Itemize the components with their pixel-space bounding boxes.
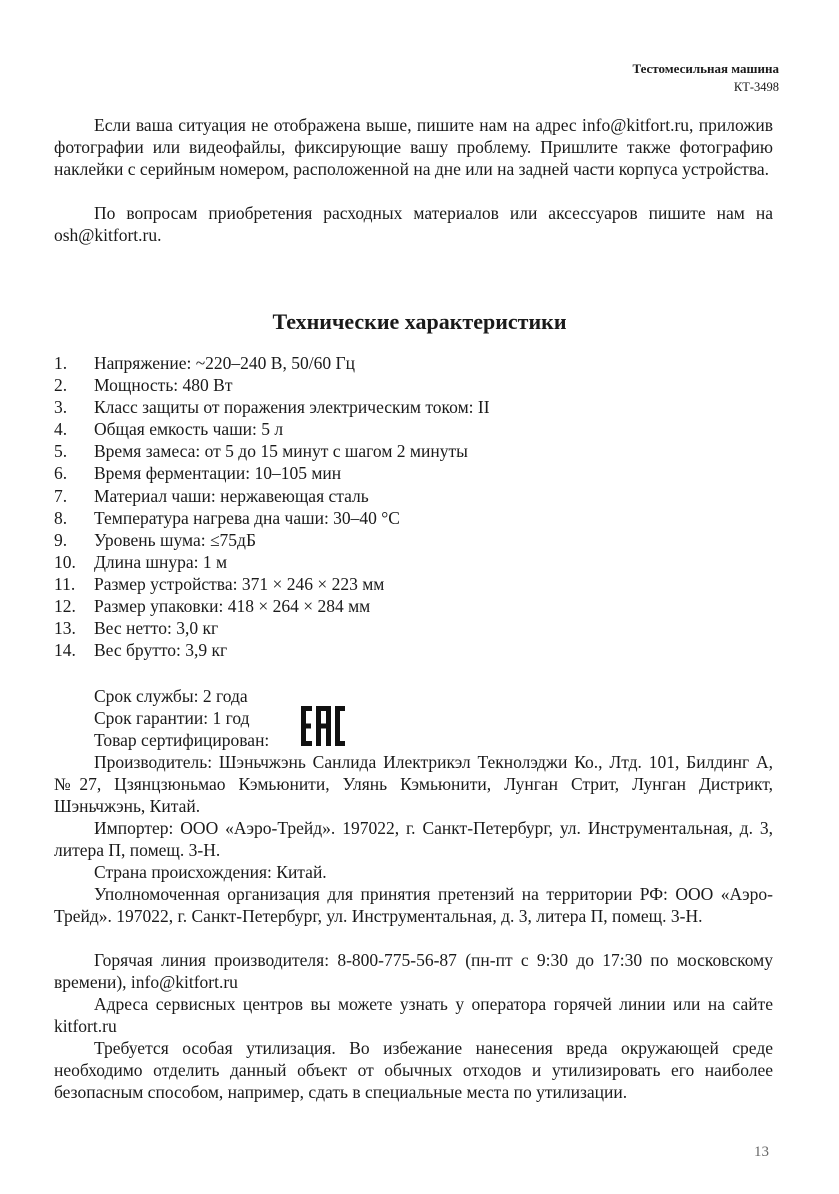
eac-mark-icon bbox=[300, 705, 346, 747]
spec-item bbox=[54, 507, 773, 529]
header-title: Тестомесильная машина bbox=[632, 61, 779, 76]
intro-paragraph-contact bbox=[54, 114, 773, 180]
claims-text: Уполномоченная организация для принятия претензий на территории РФ: ООО «Аэро-Трейд». 197022, г. Санкт-Петербург, ул. Инструментальная, д. 3, литера П, помещ. 3-Н. bbox=[54, 884, 773, 926]
spec-text: Уровень шума: ≤75дБ bbox=[94, 529, 257, 550]
manufacturer-text: Производитель: Шэньчжэнь Санлида Илектрикэл Текнолэджи Ко., Лтд. 101, Билдинг А, №27, Цзянцзюньмао Кэмьюнити, Улянь Кэмьюнити, Лунган Стрит, Лунган Дистрикт, Шэньчжэнь, Китай. bbox=[54, 752, 773, 816]
intro-text-1: Если ваша ситуация не отображена выше, пишите нам на адрес info@kitfort.ru, приложив фотографии или видеофайлы, фиксирующие вашу проблему. Пришлите также фотографию наклейки с серийным номером, расположенной на дне или на задней части корпуса устройства. bbox=[54, 115, 773, 179]
spec-item bbox=[54, 485, 773, 507]
spec-item bbox=[54, 396, 773, 418]
spec-number: 6. bbox=[54, 463, 68, 484]
origin-paragraph bbox=[54, 861, 773, 883]
intro-text-2: По вопросам приобретения расходных материалов или аксессуаров пишите нам на osh@kitfort.ru. bbox=[54, 203, 773, 245]
spec-number: 14. bbox=[54, 640, 76, 661]
spec-number: 10. bbox=[54, 551, 76, 572]
spec-number: 12. bbox=[54, 596, 76, 617]
importer-paragraph bbox=[54, 817, 773, 861]
spec-text: Вес нетто: 3,0 кг bbox=[94, 618, 219, 639]
service-centers-text: Адреса сервисных центров вы можете узнать у оператора горячей линии или на сайте kitfort.ru bbox=[54, 994, 773, 1036]
warranty: Срок гарантии: 1 год bbox=[94, 708, 250, 728]
spec-text: Время ферментации: 10–105 мин bbox=[94, 463, 342, 484]
hotline-text: Горячая линия производителя: 8-800-775-56-87 (пн-пт с 9:30 до 17:30 по московскому времени), info@kitfort.ru bbox=[54, 950, 773, 992]
spec-number: 2. bbox=[54, 375, 68, 396]
spec-item bbox=[54, 551, 773, 573]
service-centers-paragraph bbox=[54, 993, 773, 1037]
origin-text: Страна происхождения: Китай. bbox=[94, 862, 327, 882]
spec-item bbox=[54, 462, 773, 484]
disposal-text: Требуется особая утилизация. Во избежание нанесения вреда окружающей среде необходимо отделить данный объект от обычных отходов и утилизировать его наиболее безопасным способом, например, сдать в специальные места по утилизации. bbox=[54, 1038, 773, 1102]
intro-paragraph-accessories bbox=[54, 202, 773, 246]
spec-item bbox=[54, 573, 773, 595]
spec-number: 3. bbox=[54, 397, 68, 418]
hotline-paragraph bbox=[54, 949, 773, 993]
page-header bbox=[632, 60, 779, 96]
page-number: 13 bbox=[754, 1144, 769, 1160]
spec-item bbox=[54, 440, 773, 462]
spec-number: 13. bbox=[54, 618, 76, 639]
spec-list bbox=[54, 352, 773, 661]
spec-item bbox=[54, 639, 773, 661]
spec-text: Мощность: 480 Вт bbox=[94, 375, 233, 396]
spec-item bbox=[54, 374, 773, 396]
spec-item bbox=[54, 617, 773, 639]
spec-number: 4. bbox=[54, 419, 68, 440]
spec-item bbox=[54, 595, 773, 617]
claims-paragraph bbox=[54, 883, 773, 927]
spec-text: Температура нагрева дна чаши: 30–40 °С bbox=[94, 507, 400, 528]
spec-text: Длина шнура: 1 м bbox=[94, 551, 228, 572]
spec-text: Напряжение: ~220–240 В, 50/60 Гц bbox=[94, 353, 355, 373]
spec-text: Класс защиты от поражения электрическим током: II bbox=[94, 397, 490, 418]
spec-item bbox=[54, 352, 773, 374]
spec-text: Вес брутто: 3,9 кг bbox=[94, 640, 228, 661]
spec-number: 8. bbox=[54, 507, 68, 528]
importer-text: Импортер: ООО «Аэро-Трейд». 197022, г. Санкт-Петербург, ул. Инструментальная, д. 3, литера П, помещ. 3-Н. bbox=[54, 818, 773, 860]
spec-item bbox=[54, 418, 773, 440]
spec-item bbox=[54, 529, 773, 551]
spec-number: 5. bbox=[54, 441, 68, 462]
spec-number: 9. bbox=[54, 529, 68, 550]
spec-number: 11. bbox=[54, 573, 76, 594]
spec-number: 1. bbox=[54, 353, 68, 373]
spec-text: Материал чаши: нержавеющая сталь bbox=[94, 485, 369, 506]
certified-label: Товар сертифицирован: bbox=[94, 730, 270, 750]
section-heading: Технические характеристики bbox=[272, 309, 567, 334]
spec-text: Размер упаковки: 418 × 264 × 284 мм bbox=[94, 596, 371, 617]
spec-text: Размер устройства: 371 × 246 × 223 мм bbox=[94, 573, 385, 594]
spec-text: Время замеса: от 5 до 15 минут с шагом 2 минуты bbox=[94, 441, 468, 462]
spec-text: Общая емкость чаши: 5 л bbox=[94, 419, 284, 440]
disposal-paragraph bbox=[54, 1037, 773, 1103]
manufacturer-paragraph bbox=[54, 751, 773, 817]
header-model: КТ-3498 bbox=[733, 80, 779, 94]
service-life: Срок службы: 2 года bbox=[94, 686, 248, 706]
spec-number: 7. bbox=[54, 485, 68, 506]
